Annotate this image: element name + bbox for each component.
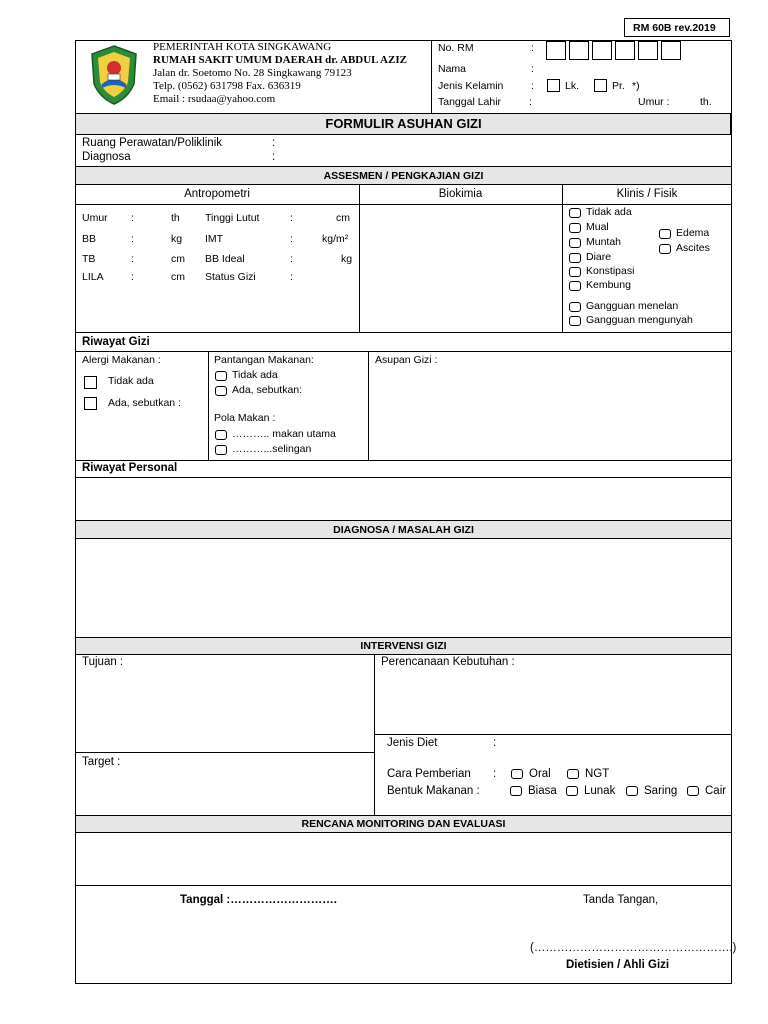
pr-note: *)	[632, 80, 640, 92]
klinis-checkbox[interactable]	[569, 253, 581, 263]
intervensi-title: INTERVENSI GIZI	[360, 640, 447, 652]
no-rm-digit-box[interactable]	[546, 41, 566, 60]
tinggi-lutut-colon: :	[290, 212, 293, 224]
oral-label: Oral	[529, 768, 551, 780]
jenis-kelamin-colon: :	[531, 80, 534, 92]
gangguan-mengunyah-label: Gangguan mengunyah	[586, 314, 693, 326]
riwayat-personal-header-line	[75, 477, 732, 478]
tujuan-label: Tujuan :	[82, 656, 124, 668]
riwayat-gizi-divider-2	[368, 351, 369, 460]
lila-unit: cm	[171, 271, 185, 283]
intervensi-header-line	[75, 654, 732, 655]
tujuan-target-line	[75, 752, 374, 753]
cara-pemberian-label: Cara Pemberian	[387, 768, 471, 780]
tinggi-lutut-label: Tinggi Lutut	[205, 212, 260, 224]
tanggal-lahir-colon: :	[529, 96, 532, 108]
pantangan-tidak-ada-checkbox[interactable]	[215, 371, 227, 381]
perencanaan-label: Perencanaan Kebutuhan :	[381, 656, 515, 668]
gangguan-menelan-label: Gangguan menelan	[586, 300, 679, 312]
umur-th: th.	[700, 96, 712, 108]
bb-unit: kg	[171, 233, 183, 245]
gangguan-mengunyah-checkbox[interactable]	[569, 316, 581, 326]
saring-label: Saring	[644, 785, 678, 797]
lunak-checkbox[interactable]	[566, 786, 578, 796]
alergi-label: Alergi Makanan :	[82, 354, 161, 366]
selingan-label: ………...selingan	[232, 443, 312, 455]
diagnosa-header-line	[75, 538, 732, 539]
klinis-item: Muntah	[586, 236, 622, 248]
no-rm-digit-box[interactable]	[638, 41, 658, 60]
pantangan-label: Pantangan Makanan:	[214, 354, 314, 366]
imt-label: IMT	[205, 233, 224, 245]
no-rm-digit-box[interactable]	[661, 41, 681, 60]
nama-colon: :	[531, 63, 534, 75]
status-gizi-colon: :	[290, 271, 293, 283]
saring-checkbox[interactable]	[626, 786, 638, 796]
oral-checkbox[interactable]	[511, 769, 523, 779]
document-code: RM 60B rev.2019	[633, 22, 716, 34]
tb-label: TB	[82, 253, 96, 265]
klinis-item: Mual	[586, 221, 609, 233]
klinis-checkbox[interactable]	[569, 238, 581, 248]
klinis-item: Kembung	[586, 279, 631, 291]
diagnosa-masalah-title: DIAGNOSA / MASALAH GIZI	[333, 524, 474, 536]
ngt-checkbox[interactable]	[567, 769, 579, 779]
edema-label: Edema	[676, 227, 710, 239]
biasa-label: Biasa	[528, 785, 557, 797]
assessment-header-line	[75, 184, 732, 185]
hospital-name: RUMAH SAKIT UMUM DAERAH dr. ABDUL AZIZ	[153, 54, 407, 66]
ascites-label: Ascites	[676, 242, 710, 254]
umur-field-unit: th	[171, 212, 180, 224]
lila-colon: :	[131, 271, 134, 283]
bb-ideal-colon: :	[290, 253, 293, 265]
makan-utama-checkbox[interactable]	[215, 430, 227, 440]
jenis-diet-label: Jenis Diet	[387, 737, 438, 749]
riwayat-gizi-header-line	[75, 351, 732, 352]
gov-name: PEMERINTAH KOTA SINGKAWANG	[153, 41, 332, 53]
cair-label: Cair	[705, 785, 727, 797]
klinis-item: Konstipasi	[586, 265, 635, 277]
tanggal-field[interactable]: Tanggal :……………………….	[180, 894, 337, 906]
pantangan-tidak-ada-label: Tidak ada	[232, 369, 278, 381]
form-title: FORMULIR ASUHAN GIZI	[325, 116, 482, 131]
status-gizi-label: Status Gizi	[205, 271, 256, 283]
klinis-item: Tidak ada	[586, 206, 632, 218]
imt-colon: :	[290, 233, 293, 245]
lila-label: LILA	[82, 271, 104, 283]
riwayat-gizi-divider-1	[208, 351, 209, 460]
no-rm-colon: :	[531, 42, 534, 54]
header-divider	[431, 40, 432, 113]
bb-ideal-unit: kg	[341, 253, 353, 265]
alergi-tidak-ada-label: Tidak ada	[108, 375, 154, 387]
diagnosa-colon: :	[272, 151, 276, 163]
ruang-colon: :	[272, 137, 276, 149]
nama-label: Nama	[438, 63, 467, 75]
makan-utama-label: ……….. makan utama	[232, 428, 336, 440]
lk-label: Lk.	[565, 80, 580, 92]
selingan-checkbox[interactable]	[215, 445, 227, 455]
no-rm-label: No. RM	[438, 42, 474, 54]
umur-field-colon: :	[131, 212, 134, 224]
klinis-checkbox[interactable]	[569, 281, 581, 291]
edema-checkbox[interactable]	[659, 229, 671, 239]
diagnosa-label: Diagnosa	[82, 151, 131, 163]
lunak-label: Lunak	[584, 785, 616, 797]
cair-checkbox[interactable]	[687, 786, 699, 796]
cara-pemberian-colon: :	[493, 768, 497, 780]
hospital-email: Email : rsudaa@yahoo.com	[153, 93, 276, 105]
imt-unit: kg/m²	[322, 233, 349, 245]
klinis-header: Klinis / Fisik	[616, 188, 678, 200]
assessment-col-divider-2	[562, 184, 563, 332]
ngt-label: NGT	[585, 768, 610, 780]
klinis-checkbox[interactable]	[569, 267, 581, 277]
bb-ideal-label: BB Ideal	[205, 253, 245, 265]
perencanaan-diet-line	[374, 734, 732, 735]
klinis-item: Diare	[586, 251, 612, 263]
ascites-checkbox[interactable]	[659, 244, 671, 254]
jenis-diet-colon: :	[493, 737, 497, 749]
signature-line[interactable]: (…………………………………………….)	[530, 942, 737, 954]
assessment-title: ASSESMEN / PENGKAJIAN GIZI	[323, 170, 484, 182]
hospital-phone: Telp. (0562) 631798 Fax. 636319	[153, 80, 301, 92]
pantangan-ada-checkbox[interactable]	[215, 386, 227, 396]
bb-label: BB	[82, 233, 97, 245]
antropometri-header: Antropometri	[184, 188, 250, 200]
lk-checkbox[interactable]	[547, 79, 560, 92]
dietisien-label: Dietisien / Ahli Gizi	[566, 959, 670, 971]
target-label: Target :	[82, 756, 121, 768]
pr-label: Pr.	[612, 80, 625, 92]
riwayat-gizi-top-line	[75, 332, 732, 333]
klinis-checkbox[interactable]	[569, 208, 581, 218]
riwayat-personal-title: Riwayat Personal	[82, 462, 178, 474]
riwayat-gizi-title: Riwayat Gizi	[82, 336, 150, 348]
title-bottom-line	[75, 134, 732, 135]
jenis-kelamin-label: Jenis Kelamin	[438, 80, 504, 92]
biasa-checkbox[interactable]	[510, 786, 522, 796]
klinis-checkbox[interactable]	[569, 223, 581, 233]
tanda-tangan-label: Tanda Tangan,	[583, 894, 659, 906]
pantangan-ada-label: Ada, sebutkan:	[232, 384, 303, 396]
tanggal-lahir-label: Tanggal Lahir	[438, 96, 502, 108]
alergi-tidak-ada-checkbox[interactable]	[84, 376, 97, 389]
no-rm-digit-box[interactable]	[592, 41, 612, 60]
gangguan-menelan-checkbox[interactable]	[569, 302, 581, 312]
ruang-label: Ruang Perawatan/Poliklinik	[82, 137, 222, 149]
tinggi-lutut-unit: cm	[336, 212, 350, 224]
tb-unit: cm	[171, 253, 185, 265]
riwayat-personal-top-line	[75, 460, 732, 461]
monitoring-header-line	[75, 832, 732, 833]
no-rm-digit-box[interactable]	[569, 41, 589, 60]
pr-checkbox[interactable]	[594, 79, 607, 92]
city-emblem-logo	[88, 44, 140, 106]
tb-colon: :	[131, 253, 134, 265]
bb-colon: :	[131, 233, 134, 245]
hospital-address: Jalan dr. Soetomo No. 28 Singkawang 79123	[153, 67, 352, 79]
asupan-gizi-label: Asupan Gizi :	[375, 354, 438, 366]
alergi-ada-label: Ada, sebutkan :	[108, 397, 181, 409]
footer-top-line	[75, 885, 732, 886]
assessment-col-divider-1	[359, 184, 360, 332]
biokimia-header: Biokimia	[438, 188, 483, 200]
alergi-ada-checkbox[interactable]	[84, 397, 97, 410]
bentuk-makanan-label: Bentuk Makanan :	[387, 785, 480, 797]
umur-label: Umur :	[638, 96, 670, 108]
pola-makan-label: Pola Makan :	[214, 412, 276, 424]
umur-field-label: Umur	[82, 212, 108, 224]
assessment-subheader-line	[75, 204, 732, 205]
monitoring-title: RENCANA MONITORING DAN EVALUASI	[301, 818, 506, 830]
no-rm-digit-box[interactable]	[615, 41, 635, 60]
